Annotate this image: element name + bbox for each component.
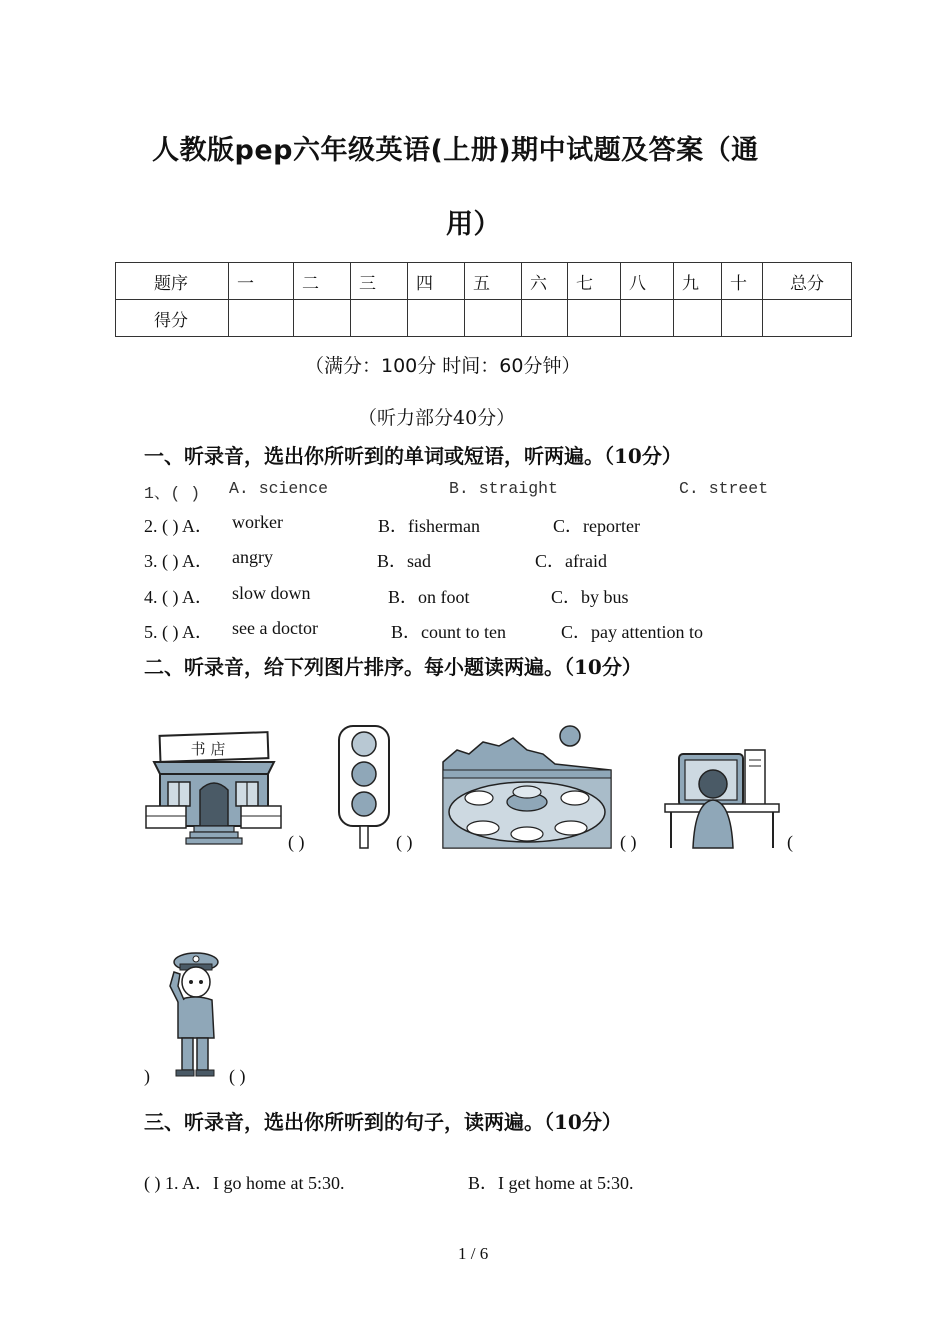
section3-heading: 三、听录音，选出你所听到的句子，读两遍。（10分） — [144, 1110, 622, 1134]
question-4-option-c[interactable]: C．by bus — [551, 587, 629, 607]
table-cell: 题序 — [116, 263, 229, 300]
question-5-option-a[interactable]: see a doctor — [232, 618, 318, 638]
score-input-cell[interactable] — [294, 300, 351, 337]
score-input-cell[interactable] — [408, 300, 465, 337]
table-cell: 五 — [465, 263, 522, 300]
traffic-light-illustration — [335, 724, 393, 848]
question-1-num[interactable]: 1、( ) — [144, 484, 201, 503]
table-cell: 十 — [722, 263, 763, 300]
question-4-option-b[interactable]: B．on foot — [388, 587, 470, 607]
question-5-option-b[interactable]: B．count to ten — [391, 622, 506, 642]
score-input-cell[interactable] — [522, 300, 568, 337]
bookstore-illustration — [146, 728, 281, 848]
question-3-option-c[interactable]: C．afraid — [535, 551, 607, 571]
question-1-option-a[interactable]: A. science — [229, 479, 329, 498]
computer-girl-illustration — [665, 746, 779, 848]
policeman-illustration — [164, 950, 224, 1078]
listening-header: （听力部分40分） — [358, 407, 516, 429]
page-title-line2: 用） — [446, 209, 501, 240]
question-4-num[interactable]: 4. ( ) A． — [144, 587, 213, 607]
question-4-option-a[interactable]: slow down — [232, 583, 311, 603]
page-title-line1: 人教版pep六年级英语(上册)期中试题及答案（通 — [152, 135, 759, 166]
section3-question-1-option-b[interactable]: B．I get home at 5:30. — [468, 1173, 634, 1193]
question-3-num[interactable]: 3. ( ) A． — [144, 551, 213, 571]
question-2-option-b[interactable]: B．fisherman — [378, 516, 480, 536]
order-blank-4-open[interactable]: ( — [787, 832, 793, 852]
question-3-option-a[interactable]: angry — [232, 547, 273, 567]
score-input-cell[interactable] — [621, 300, 674, 337]
picnic-scene-illustration — [443, 724, 611, 848]
section2-heading: 二、听录音，给下列图片排序。每小题读两遍。（10分） — [144, 655, 642, 679]
score-input-cell[interactable] — [722, 300, 763, 337]
order-blank-5[interactable]: ( ) — [229, 1066, 246, 1086]
score-input-cell[interactable] — [351, 300, 408, 337]
table-cell: 六 — [522, 263, 568, 300]
score-input-cell[interactable] — [674, 300, 722, 337]
table-cell: 四 — [408, 263, 465, 300]
question-5-option-c[interactable]: C．pay attention to — [561, 622, 703, 642]
score-table-score-row — [116, 300, 852, 337]
order-blank-1[interactable]: ( ) — [288, 832, 305, 852]
table-cell: 七 — [568, 263, 621, 300]
question-1-option-c[interactable]: C. street — [679, 479, 769, 498]
table-cell: 八 — [621, 263, 674, 300]
order-blank-3[interactable]: ( ) — [620, 832, 637, 852]
question-3-option-b[interactable]: B．sad — [377, 551, 431, 571]
order-blank-2[interactable]: ( ) — [396, 832, 413, 852]
score-input-cell[interactable] — [229, 300, 294, 337]
score-table — [115, 262, 852, 337]
section3-question-1[interactable]: ( ) 1. A．I go home at 5:30. — [144, 1173, 345, 1193]
question-1-option-b[interactable]: B. straight — [449, 479, 558, 498]
section1-heading: 一、听录音，选出你所听到的单词或短语，听两遍。（10分） — [144, 444, 682, 468]
table-cell: 三 — [351, 263, 408, 300]
score-input-cell[interactable] — [763, 300, 852, 337]
question-2-option-a[interactable]: worker — [232, 512, 283, 532]
score-input-cell[interactable] — [568, 300, 621, 337]
question-2-num[interactable]: 2. ( ) A． — [144, 516, 213, 536]
table-cell: 二 — [294, 263, 351, 300]
table-cell: 九 — [674, 263, 722, 300]
score-input-cell[interactable] — [465, 300, 522, 337]
svg-text:书 店: 书 店 — [190, 740, 226, 758]
table-cell: 得分 — [116, 300, 229, 337]
question-5-num[interactable]: 5. ( ) A． — [144, 622, 213, 642]
question-2-option-c[interactable]: C．reporter — [553, 516, 640, 536]
order-blank-4-close[interactable]: ) — [144, 1066, 150, 1086]
exam-info: （满分：100分 时间：60分钟） — [305, 355, 581, 377]
table-cell: 一 — [229, 263, 294, 300]
page-number: 1 / 6 — [458, 1244, 489, 1263]
score-table-header-row — [116, 263, 852, 300]
table-cell: 总分 — [763, 263, 852, 300]
